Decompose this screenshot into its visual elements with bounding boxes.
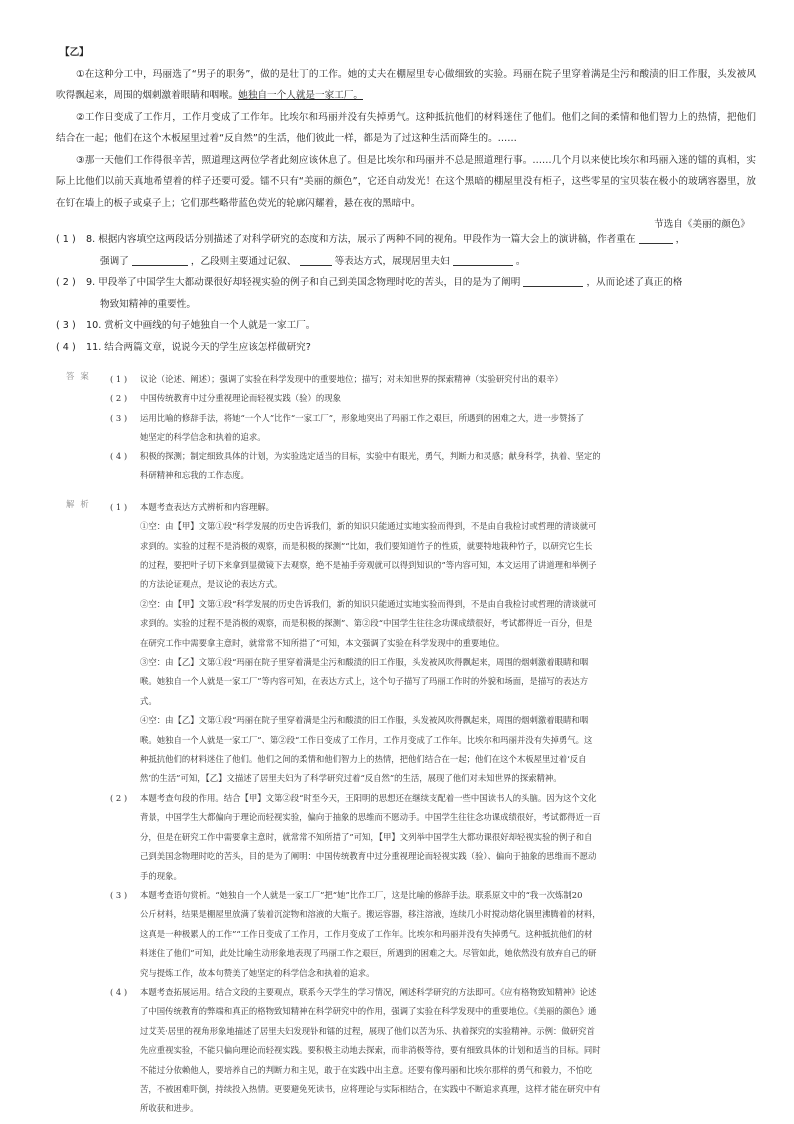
analysis-item-line: 在研究工作中需要拿主意时，就常常不知所措了”可知，本文强调了实验在科学发现中的重要地位。 bbox=[140, 637, 505, 648]
passage-tag: 【乙】 bbox=[60, 47, 89, 58]
answer-section bbox=[66, 370, 726, 1119]
analysis-item-line: ③空：由【乙】文第①段“玛丽在院子里穿着满是尘污和酸渍的旧工作服，头发被风吹得飘起来，周围的烟刺激着眼睛和咽 bbox=[140, 657, 589, 668]
answer-items bbox=[110, 370, 726, 486]
analysis-item-line: 喉。她独自一个人就是一家工厂”、第②段“工作日变成了工作月，工作月变成了工作年。比埃尔和玛丽并没有失掉勇气。这 bbox=[140, 734, 593, 745]
answer-item-line: 科研精神和忘我的工作态度。 bbox=[140, 470, 249, 481]
analysis-item-line: ①空：由【甲】文第①段“科学发展的历史告诉我们，新的知识只能通过实地实验而得到，不是由自我检讨或哲理的清谈就可 bbox=[140, 521, 597, 532]
analysis-item-text: 本题考查拓展运用。结合文段的主要观点，联系今天学生的学习情况，阐述科学研究的方法即可。《应有格物致知精神》论述 bbox=[140, 986, 597, 997]
passage-paragraph-2: ②工作日变成了工作月，工作月变成了工作年。比埃尔和玛丽并没有失掉勇气。这种抵抗他们的材料迷住了他们。他们之间的柔情和他们智力上的热情，把他们结合在一起；他们在这个木板屋里过着“反自然”的生活，他们彼此一样，都是为了过这种生活而降生的。…… bbox=[56, 111, 756, 144]
question-3: ( 3 ) 10. 赏析文中画线的句子她独自一个人就是一家工厂。 bbox=[56, 315, 756, 337]
analysis-item-line: 的过程，要把叶子切下来拿到显微镜下去观察，绝不是袖手旁观就可以得到知识的”等内容可知，本文运用了讲道理和举例子 bbox=[140, 560, 597, 570]
analysis-item-text: 本题考查表达方式辨析和内容理解。 bbox=[140, 501, 274, 512]
question-number: ( 4 ) bbox=[56, 341, 76, 353]
analysis-item-1 bbox=[110, 498, 726, 517]
analysis-item-line: 式。 bbox=[140, 695, 157, 706]
answer-item-number: ( 4 ) bbox=[110, 451, 128, 462]
analysis-item-line: ④空：由【乙】文第①段“玛丽在院子里穿着满是尘污和酸渍的旧工作服，头发被风吹得飘起来，周围的烟刺激着眼睛和咽 bbox=[140, 715, 589, 726]
analysis-item-line: 这真是一种极累人的工作”“工作日变成了工作月，工作月变成了工作年。比埃尔和玛丽并没有失掉勇气。这种抵抗他们的材 bbox=[140, 928, 593, 939]
analysis-label: 解析 bbox=[66, 498, 95, 509]
answer-item-text: 中国传统教育中过分重视理论而轻视实践（验）的现象 bbox=[140, 393, 341, 404]
analysis-item-line: 究与提炼工作，故本句赞美了她坚定的科学信念和执着的追求。 bbox=[140, 967, 375, 978]
passage-source: 节选自《美丽的颜色》 bbox=[654, 219, 750, 230]
question-number: ( 1 ) bbox=[56, 234, 76, 245]
analysis-item-line: 己到美国念物理时吃的苦头，目的是为了阐明：中国传统教育中过分重视理论而轻视实践（验）、偏向于抽象的思维而不愿动 bbox=[140, 851, 597, 862]
passage-paragraph-1: ①在这种分工中，玛丽选了“男子的职务”，做的是壮丁的工作。她的丈夫在棚屋里专心做细致的实验。玛丽在院子里穿着满是尘污和酸渍的旧工作服，头发被风吹得飘起来，周围的烟刺激着眼睛和咽喉。她独自一个人就是一家工厂。 bbox=[56, 68, 756, 101]
analysis-item-number: ( 1 ) bbox=[110, 501, 128, 512]
analysis-item-line: 然’的生活”可知，【乙】文描述了居里夫妇为了科学研究过着“反自然”的生活，展现了他们对未知世界的探索精神。 bbox=[140, 773, 562, 784]
analysis-block bbox=[66, 498, 726, 1119]
analysis-item-line: 先应重视实验，不能只偏向理论而轻视实践。要积极主动地去探索，而非消极等待，要有细致具体的计划和适当的目标。同时 bbox=[140, 1045, 601, 1056]
analysis-item-2 bbox=[110, 789, 726, 808]
answer-blank[interactable] bbox=[523, 274, 583, 287]
analysis-item-text: 本题考查语句赏析。“她独自一个人就是一家工厂”把“她”比作工厂，这是比喻的修辞手法。联系原文中的“我一次炼制20 bbox=[140, 889, 583, 900]
answer-item-3 bbox=[110, 409, 726, 428]
question-list bbox=[56, 229, 756, 358]
answer-item-number: ( 3 ) bbox=[110, 412, 128, 423]
analysis-item-3 bbox=[110, 886, 726, 905]
passage-paragraph-3: ③那一天他们工作得很辛苦，照道理这两位学者此刻应该休息了。但是比埃尔和玛丽并不总是照道理行事。……几个月以来使比埃尔和玛丽入迷的镭的真相，实际上比他们以前天真地希望着的样子还要可爱。镭不只有“美丽的颜色”，它还自动发光！在这个黑暗的棚屋里没有柜子，这些零星的宝贝装在极小的玻璃容器里，放在钉在墙上的板子或桌子上；它们那些略带蓝色荧光的轮廓闪耀着，悬在夜的黑暗中。 bbox=[56, 154, 756, 209]
answer-blank[interactable] bbox=[132, 253, 188, 266]
answer-item-line: 她坚定的科学信念和执着的追求。 bbox=[140, 431, 266, 442]
analysis-item-line: 背景，中国学生大都偏向于理论而轻视实验，偏向于抽象的思维而不愿动手。中国学生往往念功课成绩很好，考试都得近一百 bbox=[140, 812, 601, 823]
analysis-item-number: ( 2 ) bbox=[110, 792, 128, 803]
answer-item-text: 运用比喻的修辞手法，将她“一个人”比作“一家工厂”，形象地突出了玛丽工作之艰巨，所遇到的困难之大，进一步赞扬了 bbox=[140, 412, 585, 423]
analysis-item-line: 种抵抗他们的材料迷住了他们。他们之间的柔情和他们智力上的热情，把他们结合在一起；他们在这个木板屋里过着‘反自 bbox=[140, 754, 587, 765]
reading-passage bbox=[56, 42, 756, 236]
analysis-item-line: 不能过分依赖他人，要培养自己的判断力和主见，敢于在实践中出主意。还要有像玛丽和比埃尔那样的勇气和毅力，不怕吃 bbox=[140, 1064, 593, 1075]
underlined-sentence: 她独自一个人就是一家工厂。 bbox=[238, 90, 363, 101]
answer-item-text: 议论（论述、阐述）；强调了实验在科学发现中的重要地位；描写；对未知世界的探索精神（实验研究付出的艰辛） bbox=[140, 374, 563, 384]
question-number: ( 3 ) bbox=[56, 320, 76, 331]
answer-blank[interactable] bbox=[639, 231, 673, 244]
answer-item-number: ( 1 ) bbox=[110, 374, 128, 384]
answer-item-text: 积极的探测；制定细致具体的计划，为实验选定适当的目标，实验中有眼光，勇气，判断力和灵感；献身科学，执着、坚定的 bbox=[140, 451, 601, 462]
analysis-item-line: 苦，不被困难吓倒，持续投入热情。更要避免死读书，应将理论与实际相结合，在实践中不断追求真理，这样才能在研究中有 bbox=[140, 1083, 601, 1094]
analysis-item-line: 的方法论证观点，是议论的表达方式。 bbox=[140, 579, 283, 590]
analysis-item-line: 公斤材料，结果是棚屋里放满了装着沉淀物和溶液的大瓶子。搬运容器，移注溶液，连续几小时搅动熔化锅里沸腾着的材料， bbox=[140, 909, 601, 920]
question-2: ( 2 ) 9. 甲段举了中国学生大都动课很好却轻视实验的例子和自己到美国念物理时吃的苦头，目的是为了阐明 ，从而论述了真正的格 物致知精神的重要性。 bbox=[56, 272, 756, 315]
analysis-item-line: 了中国传统教育的弊端和真正的格物致知精神在科学研究中的作用，强调了实验在科学发现中的重要地位。《美丽的颜色》通 bbox=[140, 1006, 597, 1017]
analysis-item-4 bbox=[110, 983, 726, 1002]
analysis-item-line: ②空：由【甲】文第①段“科学发展的历史告诉我们，新的知识只能通过实地实验而得到，不是由自我检讨或哲理的清谈就可 bbox=[140, 598, 597, 609]
analysis-item-line: 喉。她独自一个人就是一家工厂”等内容可知，在表达方式上，这个句子描写了玛丽工作时的外貌和场面，是描写的表达方 bbox=[140, 676, 589, 687]
analysis-item-text: 本题考查句段的作用。结合【甲】文第②段“时至今天，王阳明的思想还在继续支配着一些中国读书人的头脑。因为这个文化 bbox=[140, 792, 597, 803]
question-1: ( 1 ) 8. 根据内容填空这两段话分别描述了对科学研究的态度和方法，展示了两种不同的视角。甲段作为一篇大会上的演讲稿，作者重在 ， 强调了 ，乙段则主要通过记叙、 等表达方式，展现居里夫妇 。 bbox=[56, 229, 756, 272]
analysis-items bbox=[110, 498, 726, 1119]
analysis-item-line: 过艾芙·居里的视角形象地描述了居里夫妇发现钋和镭的过程，展现了他们以苦为乐、执着探究的实验精神。示例：做研究首 bbox=[140, 1025, 595, 1036]
analysis-item-line: 手的现象。 bbox=[140, 870, 182, 881]
answer-item-4 bbox=[110, 447, 726, 466]
answer-block bbox=[66, 370, 726, 486]
answer-blank[interactable] bbox=[300, 253, 332, 266]
answer-label: 答案 bbox=[66, 371, 95, 381]
answer-blank[interactable] bbox=[453, 253, 513, 266]
question-number: ( 2 ) bbox=[56, 277, 76, 288]
analysis-item-line: 料迷住了他们”可知，此处比喻生动形象地表现了玛丽工作之艰巨，所遇到的困难之大。尽管如此，她依然没有放弃自己的研 bbox=[140, 948, 597, 959]
analysis-item-number: ( 3 ) bbox=[110, 889, 128, 900]
analysis-item-number: ( 4 ) bbox=[110, 986, 128, 997]
analysis-item-line: 求到的。实验的过程不是消极的观察，而是积极的探测”“比如，我们要知道竹子的性质，就要特地栽种竹子，以研究它生长 bbox=[140, 540, 593, 551]
analysis-item-line: 所收获和进步。 bbox=[140, 1103, 199, 1114]
answer-item-number: ( 2 ) bbox=[110, 393, 128, 404]
answer-item-2 bbox=[110, 389, 726, 408]
analysis-item-line: 求到的。实验的过程不是消极的观察，而是积极的探测”、第②段“中国学生往往念功课成绩很好，考试都得近一百分，但是 bbox=[140, 618, 593, 629]
answer-item-1 bbox=[110, 370, 726, 389]
analysis-item-line: 分，但是在研究工作中需要拿主意时，就常常不知所措了”可知，【甲】文列举中国学生大都功课很好却轻视实验的例子和自 bbox=[140, 831, 593, 842]
question-4: ( 4 ) 11. 结合两篇文章，说说今天的学生应该怎样做研究? bbox=[56, 337, 756, 359]
